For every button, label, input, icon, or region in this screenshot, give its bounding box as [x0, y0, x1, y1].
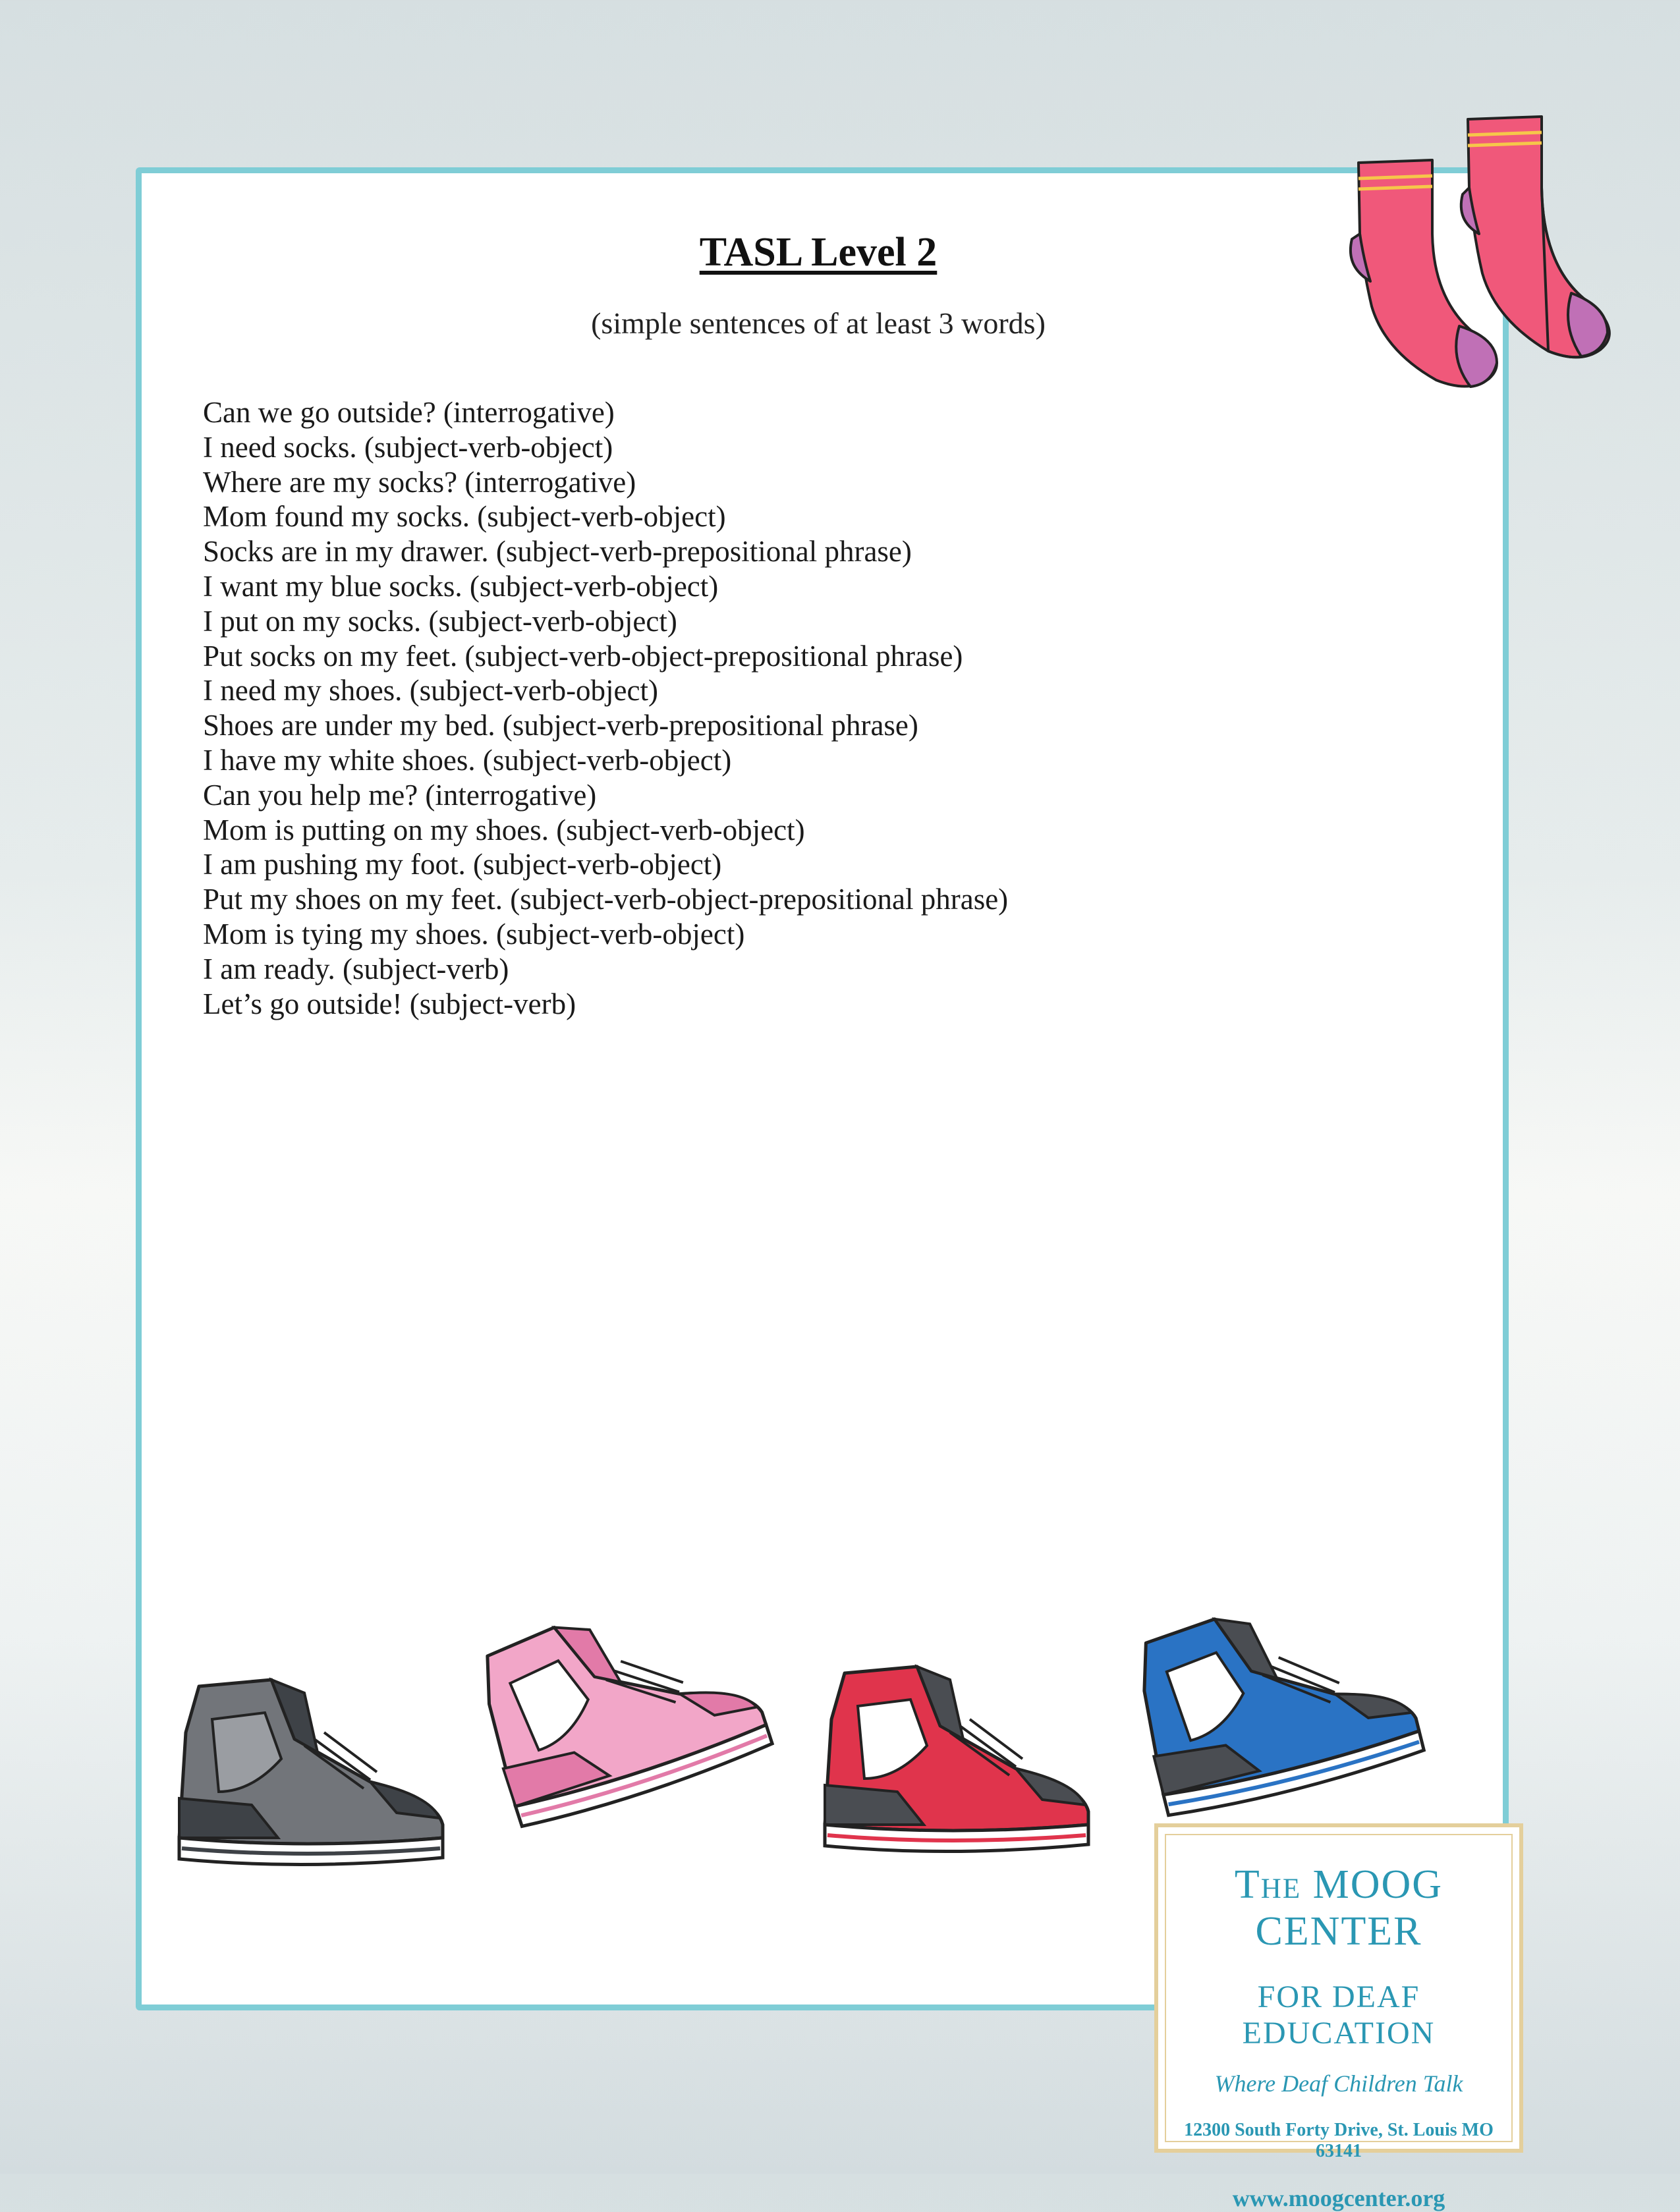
pink-sneaker-icon — [466, 1601, 774, 1832]
pink-socks-icon — [1344, 109, 1634, 399]
list-item: I need my shoes. (subject-verb-object) — [203, 674, 658, 707]
list-item: I want my blue socks. (subject-verb-object) — [203, 569, 719, 603]
list-item: Mom is putting on my shoes. (subject-verb-object) — [203, 813, 805, 846]
logo-url-link[interactable]: www.moogcenter.org — [1232, 2185, 1445, 2211]
gray-sneaker-icon — [179, 1680, 443, 1865]
list-item: Mom is tying my shoes. (subject-verb-object) — [203, 917, 745, 951]
blue-sneaker-icon — [1125, 1601, 1426, 1821]
logo-name: The MOOG CENTER — [1234, 1862, 1443, 1954]
list-item: I am pushing my foot. (subject-verb-object) — [203, 848, 722, 881]
sentence-list — [203, 395, 1323, 1021]
list-item: Socks are in my drawer. (subject-verb-prepositional phrase) — [203, 535, 912, 568]
logo-tagline: Where Deaf Children Talk — [1214, 2070, 1463, 2097]
list-item: Mom found my socks. (subject-verb-object) — [203, 500, 726, 534]
logo-address: 12300 South Forty Drive, St. Louis MO 63141 — [1184, 2120, 1494, 2161]
list-item: I have my white shoes. (subject-verb-object) — [203, 743, 732, 777]
logo-subname: FOR DEAF EDUCATION — [1242, 1979, 1436, 2051]
logo-frame — [1165, 1834, 1513, 2211]
list-item: Put my shoes on my feet. (subject-verb-object-prepositional phrase) — [203, 883, 1009, 916]
list-item: I am ready. (subject-verb) — [203, 952, 509, 985]
list-item: Put socks on my feet. (subject-verb-object-prepositional phrase) — [203, 639, 963, 673]
page-title: TASL Level 2 — [699, 230, 938, 275]
list-item: I put on my socks. (subject-verb-object) — [203, 604, 677, 638]
list-item: Where are my socks? (interrogative) — [203, 465, 636, 499]
moog-center-logo — [1154, 1823, 1523, 2211]
page-subtitle: (simple sentences of at least 3 words) — [591, 306, 1046, 340]
list-item: Shoes are under my bed. (subject-verb-prepositional phrase) — [203, 709, 918, 742]
list-item: Can you help me? (interrogative) — [203, 778, 597, 812]
red-sneaker-icon — [825, 1667, 1088, 1852]
list-item: Can we go outside? (interrogative) — [203, 396, 615, 429]
list-item: Let’s go outside! (subject-verb) — [203, 987, 576, 1020]
list-item: I need socks. (subject-verb-object) — [203, 430, 613, 464]
